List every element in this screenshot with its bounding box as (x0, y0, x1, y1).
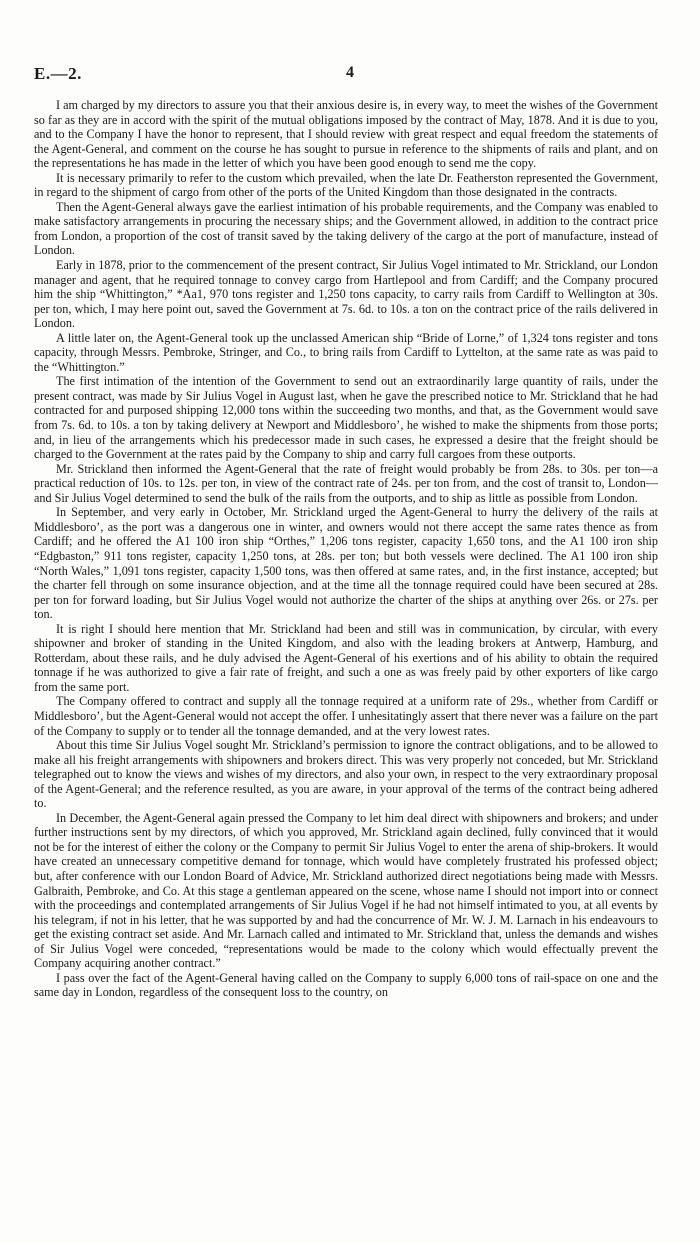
document-reference: E.—2. (34, 64, 82, 83)
paragraph: It is necessary primarily to refer to the custom which prevailed, when the late Dr. Featherston represented the Government, in regard to the shipment of cargo from other of the ports of the United Kingdom than those designated in the contracts. (34, 170, 658, 200)
letter-body (34, 98, 658, 1000)
paragraph: In September, and very early in October, Mr. Strickland urged the Agent-General to hurry the delivery of the rails at Middlesboro’, as the port was a dangerous one in winter, and owners would not there accept the same rates thence as from Cardiff; and he offered the A1 100 iron ship “Orthes,” 1,206 tons register, capacity 1,650 tons, and the A1 100 iron ship “Edgbaston,” 911 tons register, capacity 1,250 tons, at 28s. per ton; but both vessels were declined. The A1 100 iron ship “North Wales,” 1,091 tons register, capacity 1,500 tons, was then offered at same rates, and, in the first instance, accepted; but the charter fell through on some insurance objection, and at the time all the tonnage required could have been secured at 28s. per ton for forward loading, but Sir Julius Vogel would not authorize the charter of the ships at anything over 26s. or 27s. per ton. (34, 505, 658, 622)
paragraph: About this time Sir Julius Vogel sought Mr. Strickland’s permission to ignore the contract obligations, and to be allowed to make all his freight arrangements with shipowners and brokers direct. This was very properly not conceded, but Mr. Strickland telegraphed out to know the views and wishes of my directors, and also your own, in respect to the very extraordinary proposal of the Agent-General; and the reference resulted, as you are aware, in your approval of the terms of the contract being adhered to. (34, 738, 658, 811)
paragraph: The Company offered to contract and supply all the tonnage required at a uniform rate of 29s., whether from Cardiff or Middlesboro’, but the Agent-General would not accept the offer. I unhesitatingly assert that there never was a failure on the part of the Company to supply or to tender all the tonnage demanded, and at the very lowest rates. (34, 694, 658, 738)
paragraph: I am charged by my directors to assure you that their anxious desire is, in every way, to meet the wishes of the Government so far as they are in accord with the spirit of the mutual obligations imposed by the contract of May, 1878. And it is due to you, and to the Company I have the honor to represent, that I should review with great respect and equal freedom the statements of the Agent-General, and comment on the course he has sought to pursue in reference to the shipments of rails and plant, and on the representations he has made in the letter of which you have been good enough to send me the copy. (34, 98, 658, 171)
page-number: 4 (346, 64, 354, 81)
paragraph: Then the Agent-General always gave the earliest intimation of his probable requirements, and the Company was enabled to make satisfactory arrangements in procuring the necessary ships; and the Government allowed, in addition to the contract price from London, a proportion of the cost of transit saved by the taking delivery of the cargo at the port of manufacture, instead of London. (34, 199, 658, 258)
page-header (34, 64, 666, 84)
paragraph: A little later on, the Agent-General took up the unclassed American ship “Bride of Lorne,” of 1,324 tons register and tons capacity, through Messrs. Pembroke, Stringer, and Co., to bring rails from Cardiff to Lyttelton, at the same rate as was paid to the “Whittington.” (34, 330, 658, 374)
paragraph: The first intimation of the intention of the Government to send out an extraordinarily large quantity of rails, under the present contract, was made by Sir Julius Vogel in August last, when he gave the prescribed notice to Mr. Strickland that he had contracted for and purposed shipping 12,000 tons within the succeeding two months, and that, as the Government would save from 7s. 6d. to 10s. a ton by taking delivery at Newport and Middlesboro’, he wished to make the shipments from those ports; and, in lieu of the arrangements which his predecessor made in such cases, he expressed a desire that the freight should be charged to the Government at the rates paid by the Company to ship and carry full cargoes from these outports. (34, 374, 658, 462)
paragraph: Early in 1878, prior to the commencement of the present contract, Sir Julius Vogel intimated to Mr. Strickland, our London manager and agent, that he required tonnage to convey cargo from Hartlepool and from Cardiff; and the Company procured him the ship “Whittington,” *Aa1, 970 tons register and 1,250 tons capacity, to carry rails from Cardiff to Wellington at 30s. per ton, which, I may here point out, saved the Government at 7s. 6d. to 10s. a ton on the contract price of the rails delivered in London. (34, 258, 658, 331)
paragraph: Mr. Strickland then informed the Agent-General that the rate of freight would probably be from 28s. to 30s. per ton—a practical reduction of 10s. to 12s. per ton, in view of the contract rate of 24s. per ton from, and the cost of transit to, London—and Sir Julius Vogel determined to send the bulk of the rails from the outports, and to ship as little as possible from London. (34, 461, 658, 505)
paragraph: It is right I should here mention that Mr. Strickland had been and still was in communication, by circular, with every shipowner and broker of standing in the United Kingdom, and also with the leading brokers at Antwerp, Hamburg, and Rotterdam, about these rails, and he duly advised the Agent-General of his exertions and of his ability to obtain the required tonnage if he was authorized to give a fair rate of freight, and such a one as was freely paid by other exporters of like cargo from the same port. (34, 621, 658, 694)
paragraph: In December, the Agent-General again pressed the Company to let him deal direct with shipowners and brokers; and under further instructions sent by my directors, of which you approved, Mr. Strickland again declined, fully convinced that it would not be for the interest of either the colony or the Company to permit Sir Julius Vogel to enter the arena of ship-brokers. It would have created an unnecessary competitive demand for tonnage, which would have completely frustrated his professed object; but, after conference with our London Board of Advice, Mr. Strickland authorized direct negotiations being made with Messrs. Galbraith, Pembroke, and Co. At this stage a gentleman appeared on the scene, whose name I should not import into or connect with the proceedings and contemplated arrangements of Sir Julius Vogel if he had not himself intimated to you, at all events by his telegram, if not in his letter, that he was supported by and had the concurrence of Mr. W. J. M. Larnach in his endeavours to get the existing contract set aside. And Mr. Larnach called and intimated to Mr. Strickland that, unless the demands and wishes of Sir Julius Vogel were conceded, “representations would be made to the colony which would effectually prevent the Company acquiring another contract.” (34, 810, 658, 971)
paragraph: I pass over the fact of the Agent-General having called on the Company to supply 6,000 tons of rail-space on one and the same day in London, regardless of the consequent loss to the country, on (34, 970, 658, 1000)
